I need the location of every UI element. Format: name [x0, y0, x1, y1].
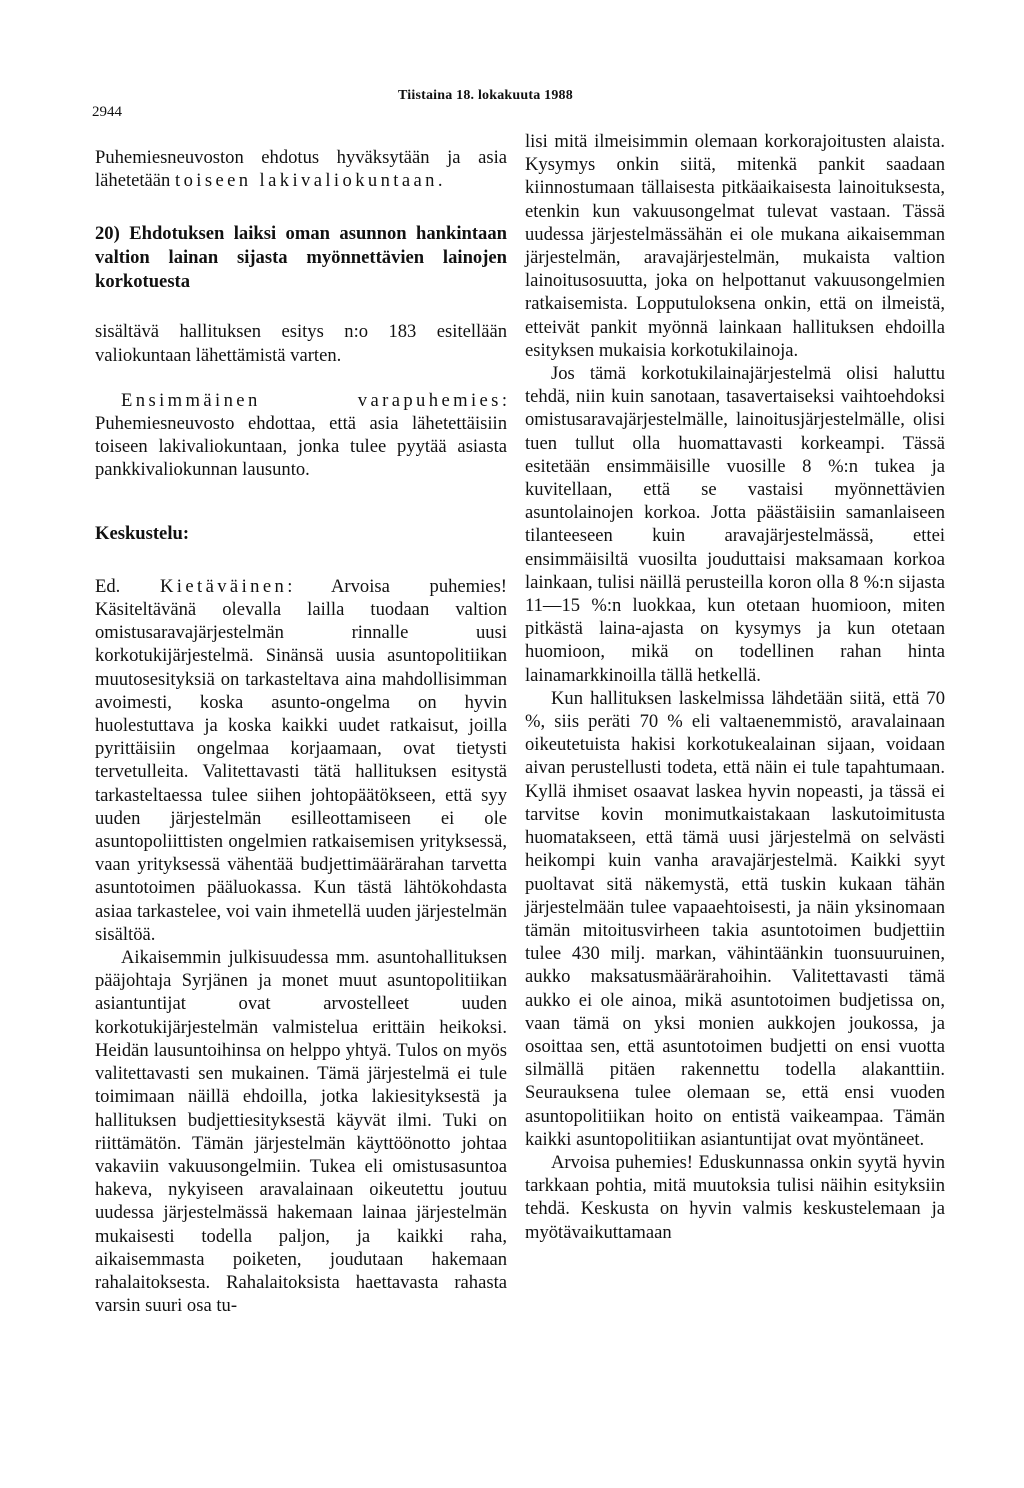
- speaker-name: Kietäväinen: [159, 575, 288, 597]
- text: : Puhemiesneuvosto ehdottaa, että asia lähetettäisiin toiseen lakivaliokuntaan, jonka tulee pyytää asiasta pankkivaliokunnan lausunto.: [95, 389, 507, 481]
- paragraph-referral: [95, 146, 507, 192]
- paragraph-speech: lisi mitä ilmeisimmin olemaan korkorajoitusten alaista. Kysymys onkin siitä, mitenkä pankit saadaan kiinnostumaan tällaisesta pitkäaikaisesta lainoituksesta, etenkin kun vakuusongelmat tulevat vastaan. Tässä uudessa järjestelmässähän ei ole mukana aikaisemman järjestelmän, aravajärjestelmän, mukaista valtion lainoitusosuutta, joka on helpottanut vakuusongelmien ratkaisemista. Lopputuloksena onkin, että on ilmeistä, etteivät pankit myönnä lainkaan hallituksen ehdoilla esityksen mukaisia korkotukilainoja.: [525, 131, 945, 361]
- text: : Arvoisa puhemies! Käsiteltävänä olevalla lailla tuodaan valtion omistusaravajärjestelmän rinnalle uusi korkotukijärjestelmä. Sinänsä uusia asuntopolitiikan muutosesityksiä on tarkasteltava aina mahdollisimman avoimesti, koska asunto-ongelma on hyvin huolestuttava ja koska kaikki uudet ratkaisut, joilla pyrittäisiin ongelmaa korjaamaan, ovat tietysti tervetulleita. Valitettavasti tätä hallituksen esitystä tarkasteltaessa tulee siihen johtopäätökseen, että syy uuden järjestelmän esilleottamiseen ei ole asuntopoliittisten ongelmien ratkaisemisen yrityksessä, vaan yrityksessä vähentää budjettimäärärahan tarvetta asuntotoimen pääluokassa. Kun tästä lähtökohdasta asiaa tarkastelee, voi vain ihmetellä uuden järjestelmän sisältöä.: [95, 575, 507, 945]
- paragraph-speech: Aikaisemmin julkisuudessa mm. asuntohallituksen pääjohtaja Syrjänen ja monet muut asuntopolitiikan asiantuntijat ovat arvostelleet uuden korkotukijärjestelmän valmistelua erittäin heikoksi. Heidän lausuntoihinsa on helppo yhtyä. Tulos on myös valitettavasti sen mukainen. Tämä järjestelmä ei tule toimimaan näillä ehdoilla, jotka lakiesityksestä ja hallituksen budjettiesityksestä käyvät ilmi. Tuki on riittämätön. Tämän järjestelmän käyttöönotto johtaa vakaviin vakuusongelmiin. Tukea eli omistusasuntoa hakeva, nykyiseen aravalainaan oikeutettu joutuu uudessa järjestelmässä hakemaan lainaa järjestelmän mukaisesti todella paljon, ja kaikki raha, aikaisemmasta poiketen, joudutaan hakemaan rahalaitoksesta. Rahalaitoksista haettavasta rahasta varsin suuri osa tu-: [95, 947, 507, 1317]
- paragraph-bill: sisältävä hallituksen esitys n:o 183 esitellään valiokuntaan lähettämistä varten.: [95, 321, 507, 366]
- right-column: [525, 130, 945, 1244]
- paragraph-speech: Jos tämä korkotukilainajärjestelmä olisi haluttu tehdä, niin kuin sanotaan, tasavertaiseksi vaihtoehdoksi omistusaravajärjestelmälle, lainoitusjärjestelmälle, olisi tuen tullut olla huomattavasti korkeampi. Tässä esitetään ensimmäisille vuosille 8 %:n tukea ja kuvitellaan, että se vastaisi myönnettävien asuntolainojen korkoa. Jotta päästäisiin samanlaiseen tilanteeseen kuin aravajärjestelmässä, ettei ensimmäisiltä vuosilta jouduttaisi maksamaan korkoa lainkaan, tulisi näillä perusteilla koron olla 8 %:n sijasta 11—15 %:n luokkaa, kun otetaan huomioon, miten pitkästä laina-ajasta on kysymys ja kun otetaan huomioon, mikä on todellinen rahan hinta lainamarkkinoilla tällä hetkellä.: [525, 363, 945, 686]
- committee-name: toiseen lakivaliokuntaan: [175, 170, 438, 192]
- running-head: Tiistaina 18. lokakuuta 1988: [398, 88, 573, 103]
- paragraph-speech: Kun hallituksen laskelmissa lähdetään siitä, että 70 %, siis peräti 70 % eli valtaenemmistö, aravalainaan oikeutetuista hakisi korkotukealainan sijaan, voidaan aivan perustellusti todeta, että näin ei tule tapahtumaan. Kyllä ihmiset osaavat laskea hyvin nopeasti, ja tässä ei tarvitse kovin monimutkaistakaan laskutoimitusta huomatakseen, että tämä uusi järjestelmä on selvästi heikompi kuin vanha aravajärjestelmä. Kaikki syyt puoltavat sitä näkemystä, että tuskin kukaan tähän järjestelmään tulee vapaaehtoisesti, ja näin yksinomaan tämän mitoitusvirheen takia asuntotoimen budjettiin tulee 430 milj. markan, vähintäänkin tuonsuuruinen, aukko maksatusmäärärahoihin. Valitettavasti tämä aukko ei ole ainoa, mikä asuntotoimen budjetissa on, vaan tämä on yksi monien aukkojen joukossa, ja osoittaa sen, että asuntotoimen budjetti on ensi vuotta silmällä pitäen rakennettu todella alakanttiin. Seurauksena tulee olemaan se, että ensi vuoden asuntopolitiikan hoito on entistä vaikeampaa. Tämän kaikki asuntopolitiikan asiantuntijat ovat myöntäneet.: [525, 687, 945, 1150]
- text: Ed.: [95, 575, 160, 597]
- page-number: 2944: [92, 104, 122, 120]
- left-column: [95, 146, 507, 1317]
- text: Puhemiesneuvoston ehdotus hyväksytään ja asia lähetetään: [95, 147, 507, 192]
- paragraph-speech: [95, 575, 507, 946]
- text: .: [437, 170, 443, 192]
- paragraph-speaker: [95, 389, 507, 482]
- paragraph-speech: Arvoisa puhemies! Eduskunnassa onkin syytä hyvin tarkkaan pohtia, mitä muutoksia tulisi näihin esityksiin tehdä. Keskusta on hyvin valmis keskustelemaan ja myötävaikuttamaan: [525, 1151, 945, 1243]
- agenda-item-heading: 20) Ehdotuksen laiksi oman asunnon hankintaan valtion lainan sijasta myönnettävien lainojen korkotuesta: [95, 223, 507, 293]
- section-label: Keskustelu:: [95, 522, 190, 544]
- speaker-name: Ensimmäinen varapuhemies: [121, 389, 502, 411]
